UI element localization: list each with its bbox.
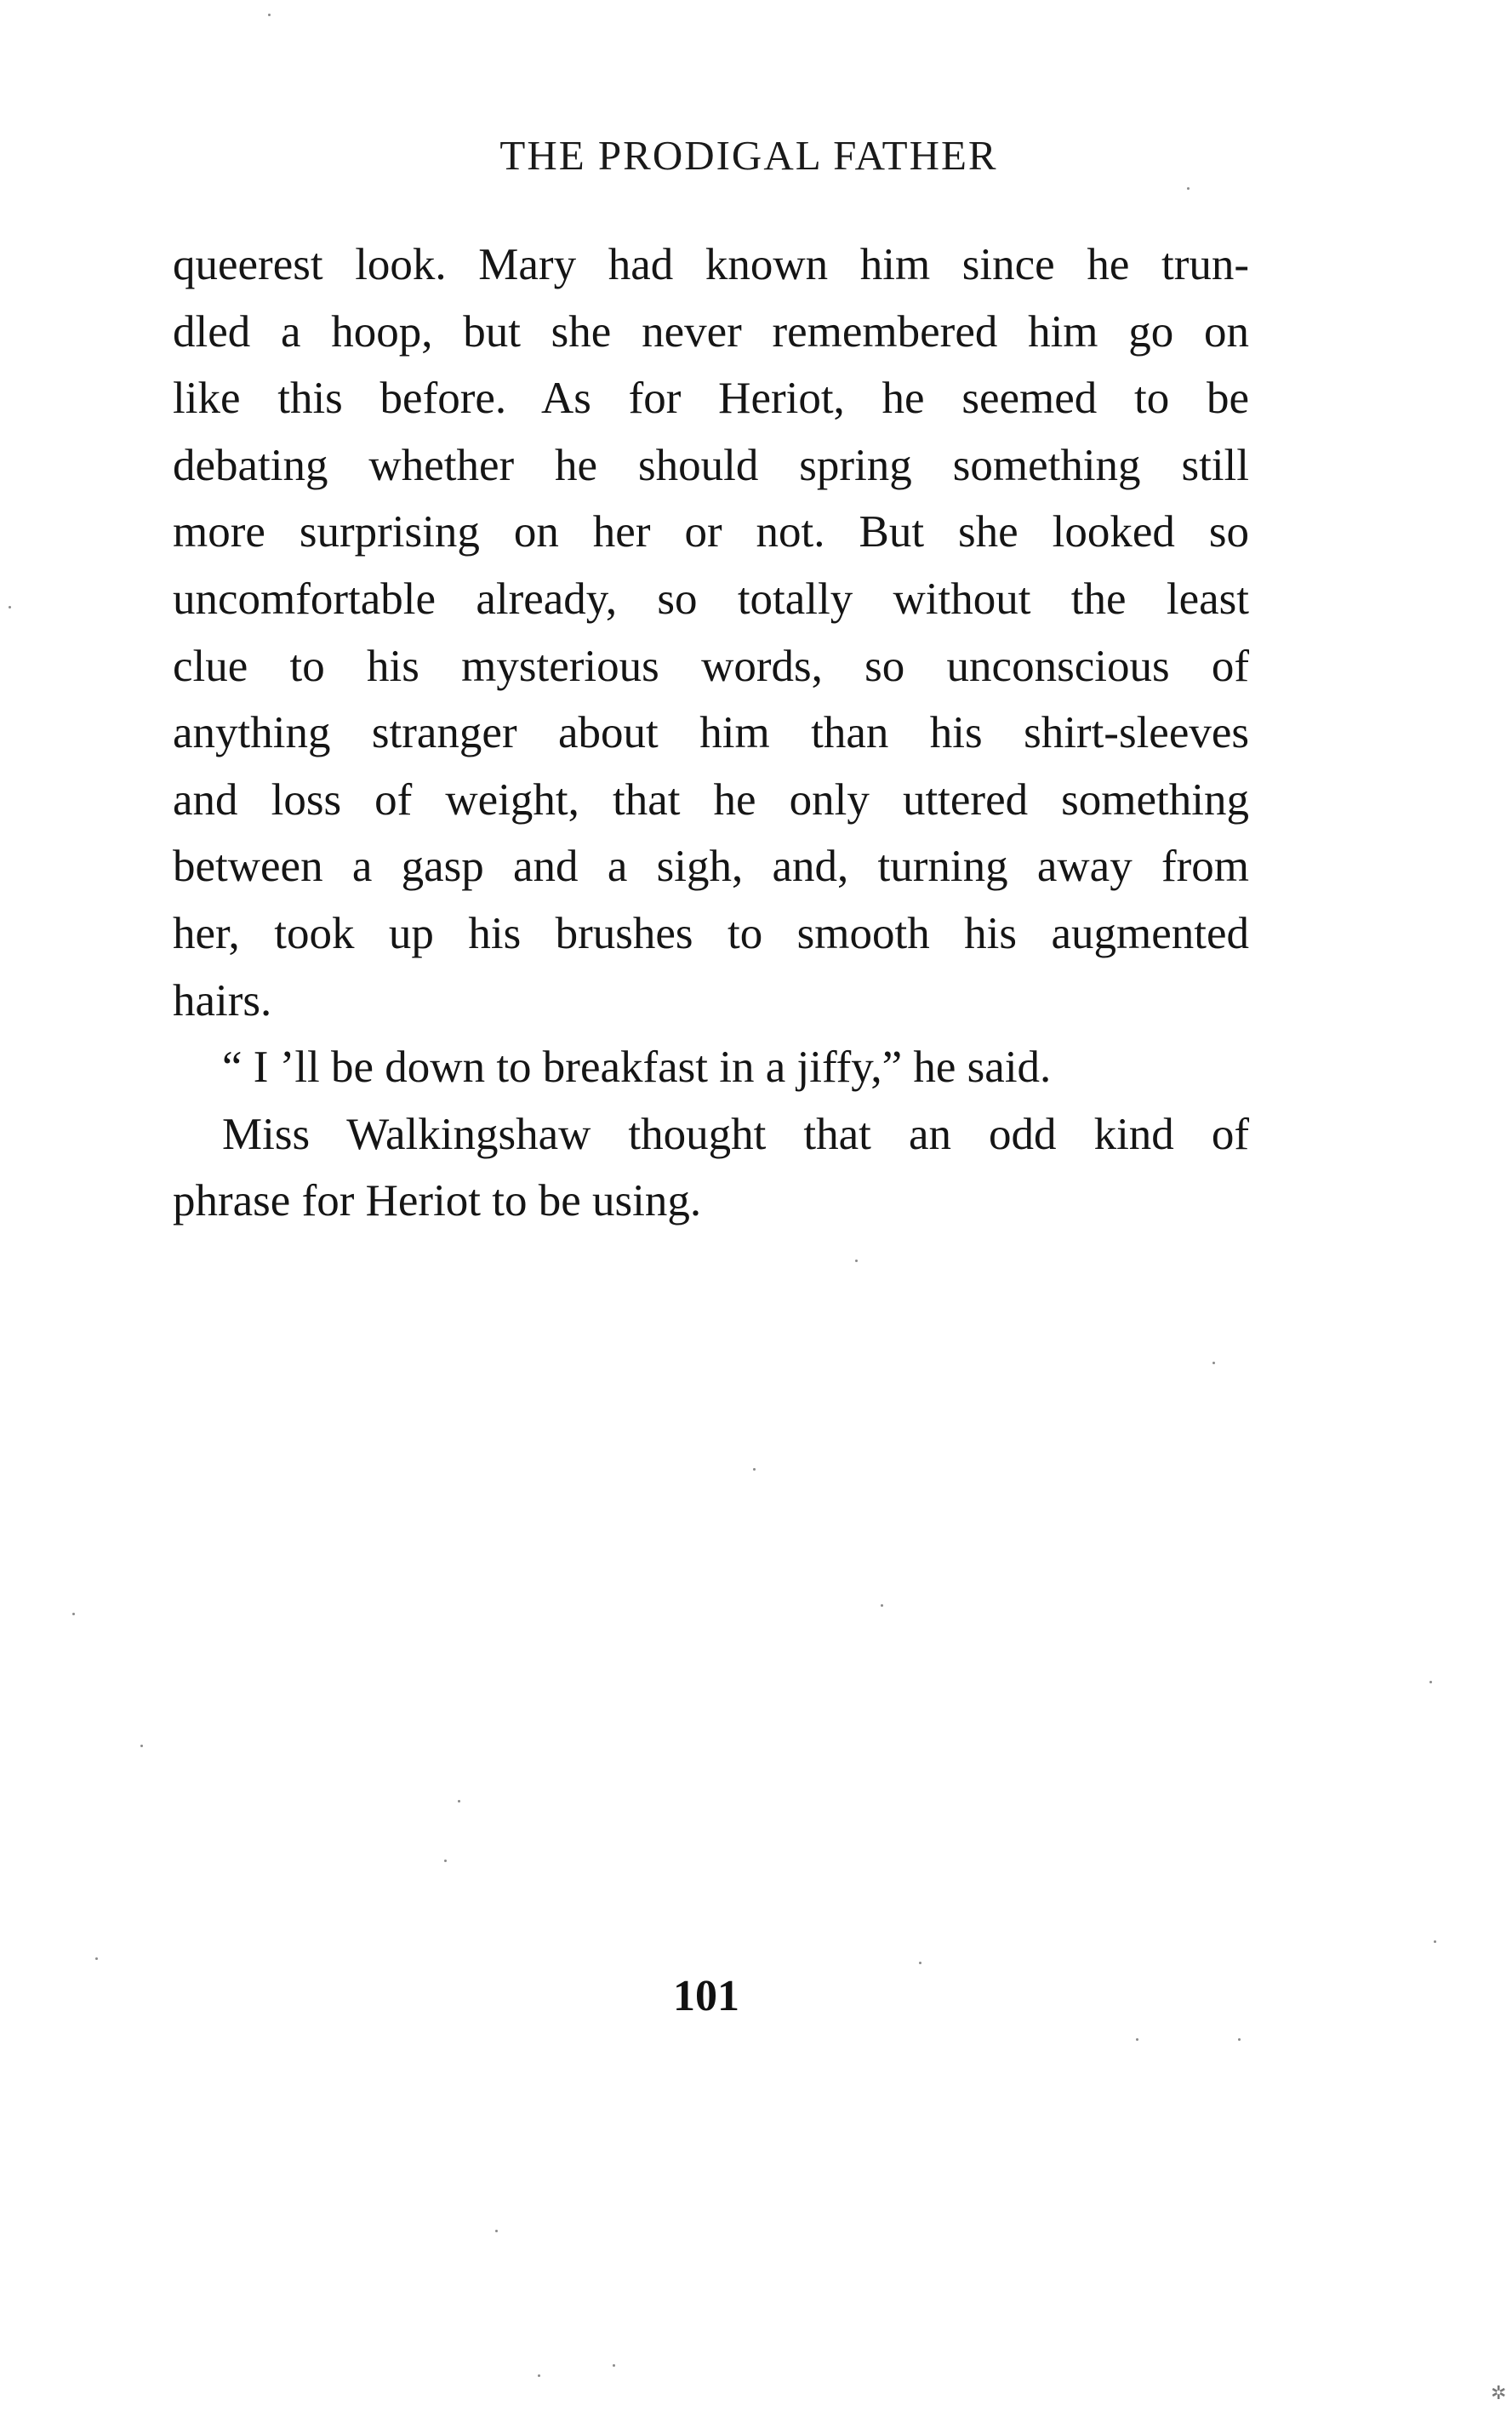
scan-speck xyxy=(140,1745,143,1747)
text-line: queerest look. Mary had known him since he trun- xyxy=(173,240,1249,289)
text-line: hairs. xyxy=(173,975,272,1026)
text-line: debating whether he should spring something still xyxy=(173,440,1249,490)
text-line: phrase for Heriot to be using. xyxy=(173,1176,702,1226)
text-line: like this before. As for Heriot, he seemed to be xyxy=(173,374,1249,424)
scan-speck xyxy=(495,2230,498,2232)
scan-speck xyxy=(855,1260,858,1262)
page-number: 101 xyxy=(673,1972,739,2020)
text-line: “ I ’ll be down to breakfast in a jiffy,” he said. xyxy=(222,1043,1052,1093)
scan-speck xyxy=(458,1800,460,1803)
scan-speck xyxy=(1187,187,1190,190)
scan-speck xyxy=(613,2364,615,2367)
text-line: clue to his mysterious words, so unconscious of xyxy=(173,641,1249,691)
scan-speck xyxy=(1136,2038,1138,2041)
scan-speck xyxy=(881,1604,883,1607)
scan-speck xyxy=(444,1860,447,1862)
text-line: Miss Walkingshaw thought that an odd kind of xyxy=(222,1109,1249,1159)
scan-speck xyxy=(72,1613,75,1615)
scan-speck xyxy=(919,1962,921,1964)
running-head: THE PRODIGAL FATHER xyxy=(499,132,998,179)
text-line: uncomfortable already, so totally without the least xyxy=(173,574,1249,624)
scan-speck xyxy=(1429,1681,1432,1683)
text-line: more surprising on her or not. But she looked so xyxy=(173,507,1249,557)
scan-speck xyxy=(538,2374,540,2377)
scan-speck xyxy=(95,1957,98,1960)
scan-speck xyxy=(1434,1940,1436,1943)
body-text xyxy=(173,231,1249,1235)
text-line: her, took up his brushes to smooth his augmented xyxy=(173,908,1249,958)
scan-mark: ✲ xyxy=(1491,2383,1507,2404)
text-line: anything stranger about him than his shirt-sleeves xyxy=(173,708,1249,758)
text-line: between a gasp and a sigh, and, turning away from xyxy=(173,842,1249,892)
text-line: dled a hoop, but she never remembered him go on xyxy=(173,306,1249,357)
scan-speck xyxy=(9,606,11,608)
scan-speck xyxy=(268,14,271,16)
scan-speck xyxy=(1238,2038,1241,2041)
text-line: and loss of weight, that he only uttered something xyxy=(173,774,1249,825)
scan-speck xyxy=(1212,1362,1215,1364)
scan-speck xyxy=(753,1468,756,1471)
